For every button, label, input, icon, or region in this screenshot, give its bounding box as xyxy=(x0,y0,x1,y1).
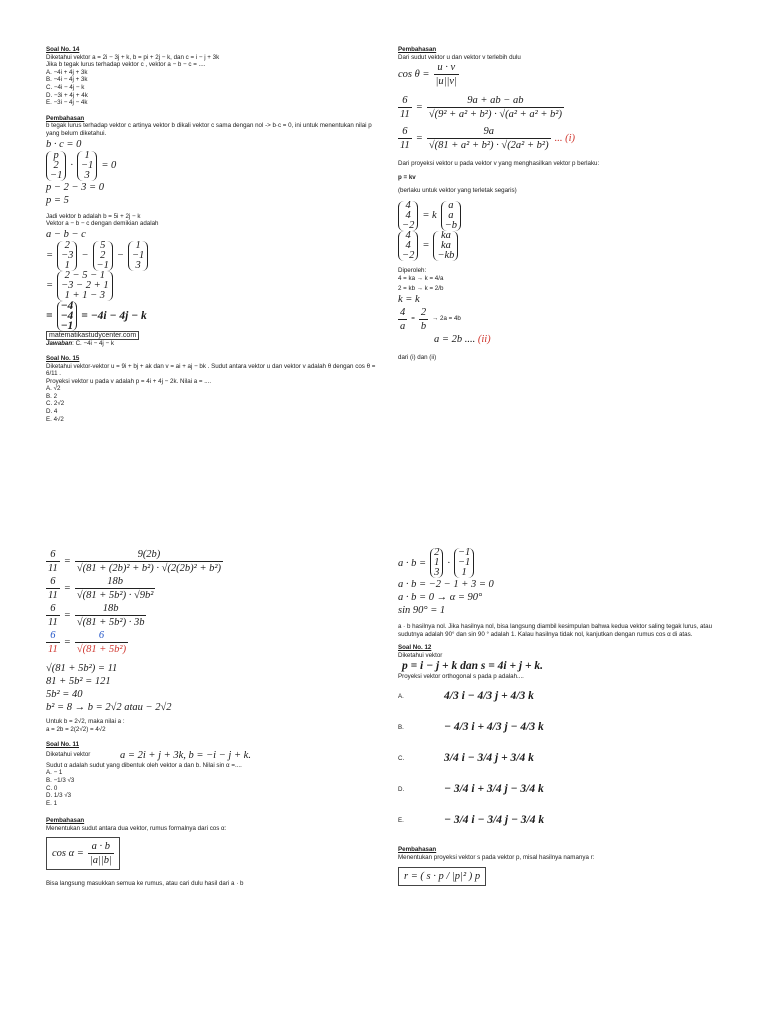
solve-step-2: $\frac{6}{11}$ = $\frac{18b}{\text{√(81 + 5b²) · √9b²}}$ xyxy=(48,576,154,601)
r6: a = 2b = 2(2√2) = 4√2 xyxy=(46,725,106,733)
q11-solution-and-q12 xyxy=(398,548,728,886)
vector: −4 −4 −1 xyxy=(57,301,78,331)
vector: 5 2 −1 xyxy=(93,241,113,271)
vector: 2 1 3 xyxy=(430,548,443,578)
r3: 5b² = 40 xyxy=(46,689,83,700)
vector: −1 −1 1 xyxy=(454,548,474,578)
q12-l2: Proyeksi vektor orthogonal s pada p adalah.... xyxy=(398,673,524,681)
q11-title: Soal No. 11 xyxy=(46,741,80,749)
r5: Untuk b = 2√2, maka nilai a : xyxy=(46,718,125,725)
d4: $\frac{4}{a}$ = $\frac{2}{b}$ → 2a = 4b xyxy=(400,306,461,332)
q11-option: A. − 1 xyxy=(46,769,63,777)
q14-combined: = 2 − 5 − 1 −3 − 2 + 1 1 + 1 − 3 xyxy=(46,271,376,301)
q14-option: D. −3i + 4j + 4k xyxy=(46,91,88,99)
vector: 1 −1 3 xyxy=(77,151,97,181)
q12-option-a: A. 4/3 i − 4/3 j + 4/3 k xyxy=(398,690,534,703)
q12-title: Soal No. 12 xyxy=(398,644,432,652)
vector: 2 − 5 − 1 −3 − 2 + 1 1 + 1 − 3 xyxy=(57,271,113,301)
d3: k = k xyxy=(398,293,420,305)
d5: a = 2b .... (ii) xyxy=(434,333,491,345)
br-l3: sin 90° = 1 xyxy=(398,605,446,616)
q11-option: B. −1/3 √3 xyxy=(46,776,75,784)
q12-option-b: B. − 4/3 i + 4/3 j − 4/3 k xyxy=(398,721,544,734)
q14-after-line: Jadi vektor b adalah b = 5i + 2j − k xyxy=(46,212,141,220)
solve-step-3: $\frac{6}{11}$ = $\frac{18b}{\text{√(81 + 5b²) · 3b}}$ xyxy=(48,603,145,628)
p-eq: p = kv xyxy=(398,173,416,181)
dari: dari (i) dan (ii) xyxy=(398,353,437,361)
intro: Dari sudut vektor u dan vektor v terlebih dulu xyxy=(398,53,521,61)
q11-pemb-text: Menentukan sudut antara dua vektor, rumus formalnya dari cos α: xyxy=(46,824,227,832)
diperoleh: Diperoleh: xyxy=(398,266,427,274)
pembahasan-title: Pembahasan xyxy=(398,46,437,53)
vector: 4 4 −2 xyxy=(398,201,418,231)
cos-alpha-formula: cos α = $\frac{a \cdot b}{|a||b|}$ xyxy=(46,837,120,870)
q14-option: A. −4i + 4j + 3k xyxy=(46,68,88,76)
q12-vec: p = i − j + k dan s = 4i + j + k. xyxy=(402,660,544,673)
q14-title: Soal No. 14 xyxy=(46,46,80,53)
q12-option-d: D. − 3/4 i + 3/4 j − 3/4 k xyxy=(398,783,544,796)
q12-option-e: E. − 3/4 i − 3/4 j − 3/4 k xyxy=(398,814,545,827)
q12-pemb-text: Menentukan proyeksi vektor s pada vektor p, misal hasilnya namanya r: xyxy=(398,853,595,861)
proj-text: Dari proyeksi vektor u pada vektor v yang menghasilkan vektor p berlaku: xyxy=(398,160,600,168)
vector: 2 −3 1 xyxy=(57,241,77,271)
note: (berlaku untuk vektor yang terletak segaris) xyxy=(398,187,517,195)
br-text: a · b hasilnya nol. Jika hasilnya nol, bisa langsung diambil kesimpulan bahwa kedua vektor saling tegak lurus, atau sudutnya adalah 90° dan sin 90 ° adalah 1. Kalau hasilnya tidak nol, kanjutkan dengan rumus cos α di atas. xyxy=(398,623,713,638)
q12-l1: Diketahui vektor xyxy=(398,651,443,659)
q14-dot-product: p 2 −1 · 1 −1 3 = 0 xyxy=(46,151,376,181)
q15-option: D. 4 xyxy=(46,408,58,416)
projection-formula: r = ( s · p / |p|² ) p xyxy=(398,867,486,886)
q14-eq1: b · c = 0 xyxy=(46,138,82,150)
solve-step-4: $\frac{6}{11}$ = $\frac{6}{\text{√(81 + 5b²)}}$ xyxy=(48,630,127,655)
watermark: matematikastudycenter.com xyxy=(46,331,139,341)
q14-result: = −4 −4 −1 = −4i − 4j − k xyxy=(46,299,147,332)
cos-eq-2: $\frac{6}{11}$ = $\frac{9a}{\text{√(81 + a² + b²) · √(2a² + b²)}}$ ... (i) xyxy=(400,126,575,152)
vector-eq-2: 4 4 −2 = ka ka −kb xyxy=(398,231,728,261)
r2: 81 + 5b² = 121 xyxy=(46,676,111,687)
vector: a a −b xyxy=(441,201,461,231)
q14-option: E. −3i − 4j − 4k xyxy=(46,99,88,107)
q14-eq3: p = 5 xyxy=(46,194,69,206)
q14-pemb-line: b tegak lurus terhadap vektor c artinya vektor b dikali vektor c sama dengan nol -> b·c = 0, ini untuk menentukan nilai p xyxy=(46,122,372,130)
q15-option: E. 4√2 xyxy=(46,415,64,423)
solve-step-1: $\frac{6}{11}$ = $\frac{9(2b)}{\text{√(81 + (2b)² + b²) · √(2(2b)² + b²)}}$ xyxy=(48,549,222,574)
q15-line: Diketahui vektor-vektor u = 9i + bj + ak dan v = ai + aj − bk . Sudut antara vektor u dan vektor v adalah θ dengan cos θ = 6/11 . xyxy=(46,362,376,378)
q15-solution-and-q11 xyxy=(46,548,376,887)
d1: 4 = ka → k = 4/a xyxy=(398,274,444,282)
br-l1: a · b = −2 − 1 + 3 = 0 xyxy=(398,579,494,590)
q12-pembahasan-title: Pembahasan xyxy=(398,845,437,853)
q14-eq2: p − 2 − 3 = 0 xyxy=(46,181,105,193)
br-l2: a · b = 0 → α = 90° xyxy=(398,592,483,603)
q11-option: C. 0 xyxy=(46,784,58,792)
q14-jawaban: Jawaban: C. −4i − 4j − k xyxy=(46,340,114,348)
q15-pembahasan-block xyxy=(398,46,728,361)
q11-given: Diketahui vektor a = 2i + j + 3k, b = −i − j + k. xyxy=(46,749,251,761)
q14-option: B. −4i − 4j + 3k xyxy=(46,76,88,84)
r1: √(81 + 5b²) = 11 xyxy=(46,663,118,674)
d2: 2 = kb → k = 2/b xyxy=(398,285,444,293)
q11-last: Bisa langsung masukkan semua ke rumus, atau cari dulu hasil dari a · b xyxy=(46,879,244,887)
q14-block xyxy=(46,46,376,423)
q12-option-c: C. 3/4 i − 3/4 j + 3/4 k xyxy=(398,752,534,765)
q14-after-line: Vektor a − b − c dengan demikian adalah xyxy=(46,220,159,228)
q15-title: Soal No. 15 xyxy=(46,354,80,362)
q14-option: C. −4i − 4j − k xyxy=(46,83,85,91)
vector-eq-1: 4 4 −2 = k a a −b xyxy=(398,201,728,231)
q15-option: A. √2 xyxy=(46,385,61,393)
vector: p 2 −1 xyxy=(46,151,66,181)
q14-line: Jika b tegak lurus terhadap vektor c , vektor a − b − c = .... xyxy=(46,61,206,69)
q14-line: Diketahui vektor a = 2i − 3j + k, b = pi + 2j − k, dan c = i − j + 3k xyxy=(46,53,220,61)
q11-option: E. 1 xyxy=(46,799,58,807)
cos-eq-1: $\frac{6}{11}$ = $\frac{9a + ab - ab}{\text{√(9² + a² + b²) · √(a² + a² + b²)}}$ xyxy=(400,95,562,121)
q14-subtraction: = 2 −3 1 − 5 2 −1 − 1 −1 3 xyxy=(46,241,376,271)
cos-theta-formula: cos θ = $\frac{u \cdot v}{|u||v|}$ xyxy=(398,62,457,88)
q11-pembahasan-title: Pembahasan xyxy=(46,817,85,825)
q14-pemb-line: yang belum diketahui. xyxy=(46,129,107,137)
r4: b² = 8 → b = 2√2 atau − 2√2 xyxy=(46,702,172,713)
q14-pembahasan-title: Pembahasan xyxy=(46,114,85,122)
vector: ka ka −kb xyxy=(433,231,458,261)
q11-line: Sudut α adalah sudut yang dibentuk oleh vektor a dan b. Nilai sin α =.... xyxy=(46,761,242,769)
q14-eq4: a − b − c xyxy=(46,228,86,240)
q15-line: Proyeksi vektor u pada v adalah p = 4i + 4j − 2k. Nilai a = .... xyxy=(46,377,212,385)
vector: 1 −1 3 xyxy=(128,241,148,271)
q15-option: C. 2√2 xyxy=(46,400,65,408)
q15-option: B. 2 xyxy=(46,392,58,400)
q11-option: D. 1/3 √3 xyxy=(46,792,72,800)
vector: 4 4 −2 xyxy=(398,231,418,261)
dot-product-vectors: a · b = 2 1 3 · −1 −1 1 xyxy=(398,548,728,578)
